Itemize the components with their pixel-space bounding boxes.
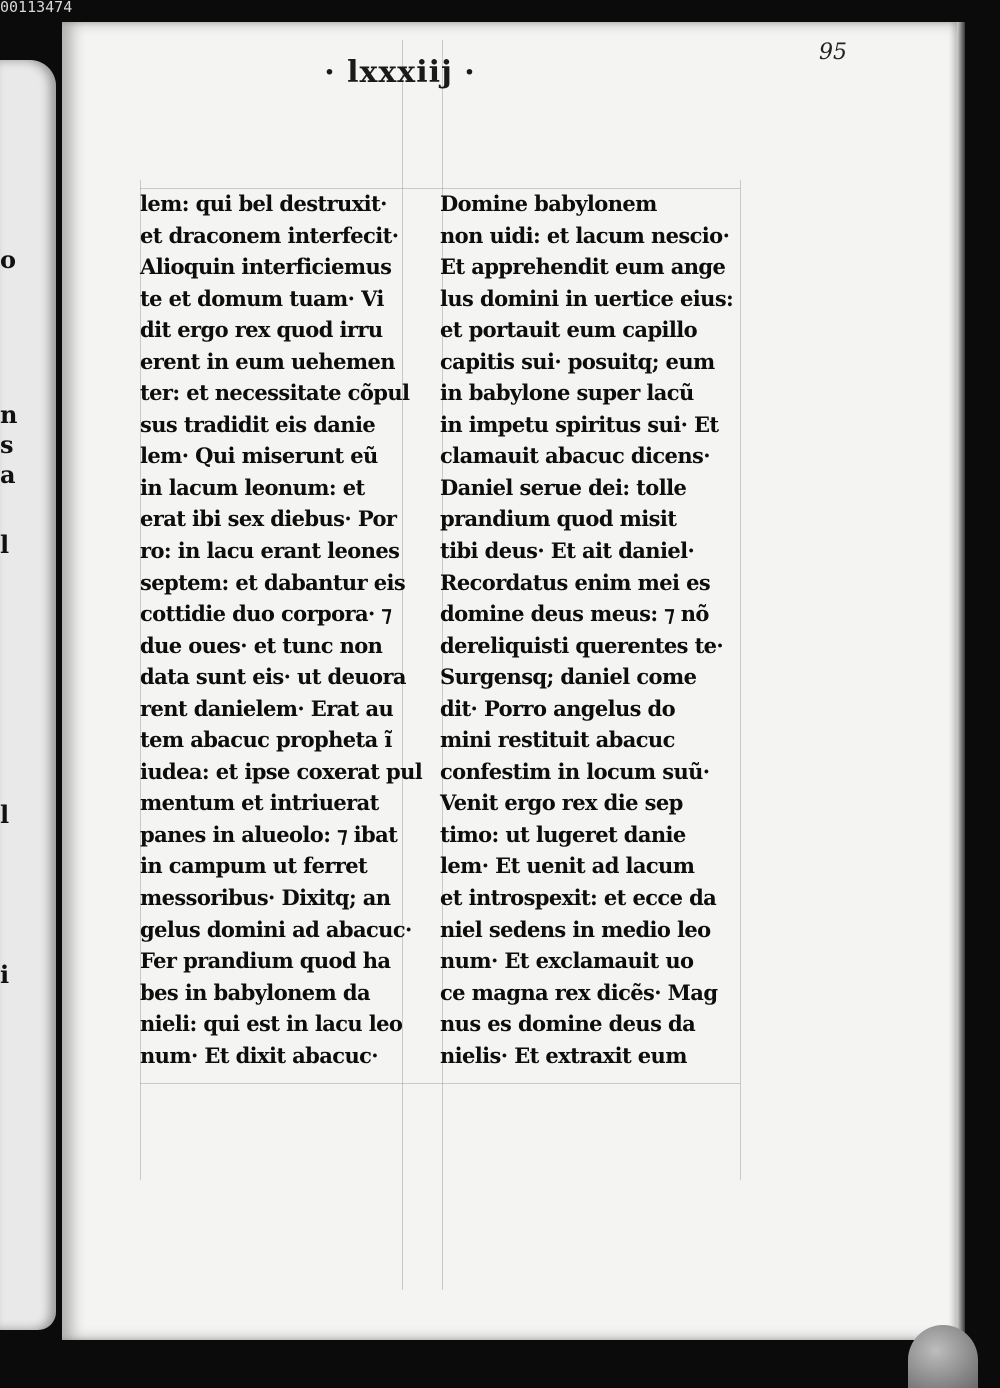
- text-line: lem· Et uenit ad lacum: [440, 853, 695, 879]
- text-line: nielis· Et extraxit eum: [440, 1042, 687, 1068]
- text-line: lem· Qui miserunt eũ: [140, 443, 378, 469]
- margin-fragment: s: [0, 430, 14, 459]
- text-line: num· Et exclamauit uo: [440, 948, 694, 974]
- text-line: rent danielem· Erat au: [140, 695, 394, 721]
- text-line: nus es domine deus da: [440, 1011, 696, 1037]
- text-line: erat ibi sex diebus· Por: [140, 506, 397, 532]
- text-line: et introspexit: et ecce da: [440, 885, 717, 911]
- text-line: due oues· et tunc non: [140, 632, 383, 658]
- text-line: prandium quod misit: [440, 506, 677, 532]
- text-line: in impetu spiritus sui· Et: [440, 411, 719, 437]
- text-line: Venit ergo rex die sep: [440, 790, 683, 816]
- text-line: bes in babylonem da: [140, 979, 370, 1005]
- text-line: ce magna rex dicẽs· Mag: [440, 979, 718, 1005]
- thumb-holding-page: [908, 1325, 978, 1388]
- text-line: in babylone super lacũ: [440, 380, 694, 406]
- text-line: dereliquisti querentes te·: [440, 632, 724, 658]
- text-line: in campum ut ferret: [140, 853, 368, 879]
- text-column-left: [140, 188, 425, 1071]
- text-line: cottidie duo corpora· ⁊: [140, 601, 392, 627]
- text-line: lus domini in uertice eius:: [440, 285, 734, 311]
- text-line: tibi deus· Et ait daniel·: [440, 538, 695, 564]
- text-line: Recordatus enim mei es: [440, 569, 711, 595]
- text-line: Domine babylonem: [440, 191, 657, 216]
- text-line: mentum et intriuerat: [140, 790, 379, 816]
- running-head: · lxxxiij ·: [324, 55, 476, 90]
- text-line: Et apprehendit eum ange: [440, 254, 726, 280]
- text-line: dit ergo rex quod irru: [140, 317, 383, 343]
- ruling-line: [740, 180, 741, 1180]
- page-edge: [957, 22, 965, 1342]
- text-line: gelus domini ad abacuc·: [140, 916, 412, 942]
- text-line: iudea: et ipse coxerat pul: [140, 758, 423, 784]
- text-line: septem: et dabantur eis: [140, 569, 406, 595]
- text-line: clamauit abacuc dicens·: [440, 443, 710, 469]
- text-line: ro: in lacu erant leones: [140, 538, 400, 564]
- text-line: lem: qui bel destruxit·: [140, 191, 387, 216]
- text-line: data sunt eis· ut deuora: [140, 664, 406, 690]
- margin-fragment: i: [0, 960, 10, 989]
- text-line: Surgensq; daniel come: [440, 664, 697, 690]
- text-line: non uidi: et lacum nescio·: [440, 222, 730, 248]
- text-line: Daniel serue dei: tolle: [440, 474, 687, 500]
- text-line: Alioquin interficiemus: [140, 254, 392, 280]
- text-line: ter: et necessitate cõpul: [140, 380, 410, 406]
- margin-fragment: l: [0, 800, 10, 829]
- text-line: in lacum leonum: et: [140, 474, 365, 500]
- text-line: capitis sui· posuitq; eum: [440, 348, 715, 374]
- margin-fragment: n: [0, 400, 18, 429]
- folio-number: 95: [819, 40, 847, 65]
- text-line: tem abacuc propheta ĩ: [140, 727, 392, 753]
- text-line: num· Et dixit abacuc·: [140, 1042, 379, 1068]
- text-line: sus tradidit eis danie: [140, 411, 376, 437]
- text-line: et portauit eum capillo: [440, 317, 698, 343]
- text-line: mini restituit abacuc: [440, 727, 675, 753]
- text-line: erent in eum uehemen: [140, 348, 395, 374]
- text-line: messoribus· Dixitq; an: [140, 885, 391, 911]
- text-line: confestim in locum suũ·: [440, 758, 710, 784]
- text-line: timo: ut lugeret danie: [440, 821, 686, 847]
- archive-image-id: 00113474: [0, 0, 73, 16]
- margin-fragment: o: [0, 245, 17, 274]
- text-line: domine deus meus: ⁊ nõ: [440, 601, 709, 627]
- text-line: niel sedens in medio leo: [440, 916, 711, 942]
- text-line: panes in alueolo: ⁊ ibat: [140, 821, 398, 847]
- margin-fragment: l: [0, 530, 10, 559]
- text-line: et draconem interfecit·: [140, 222, 399, 248]
- text-column-right: [440, 188, 740, 1071]
- ruling-line: [140, 1083, 740, 1084]
- text-line: dit· Porro angelus do: [440, 695, 676, 721]
- previous-page-edge: [0, 60, 56, 1330]
- margin-fragment: a: [0, 460, 16, 489]
- text-line: te et domum tuam· Vi: [140, 285, 384, 311]
- text-line: nieli: qui est in lacu leo: [140, 1011, 403, 1037]
- text-line: Fer prandium quod ha: [140, 948, 391, 974]
